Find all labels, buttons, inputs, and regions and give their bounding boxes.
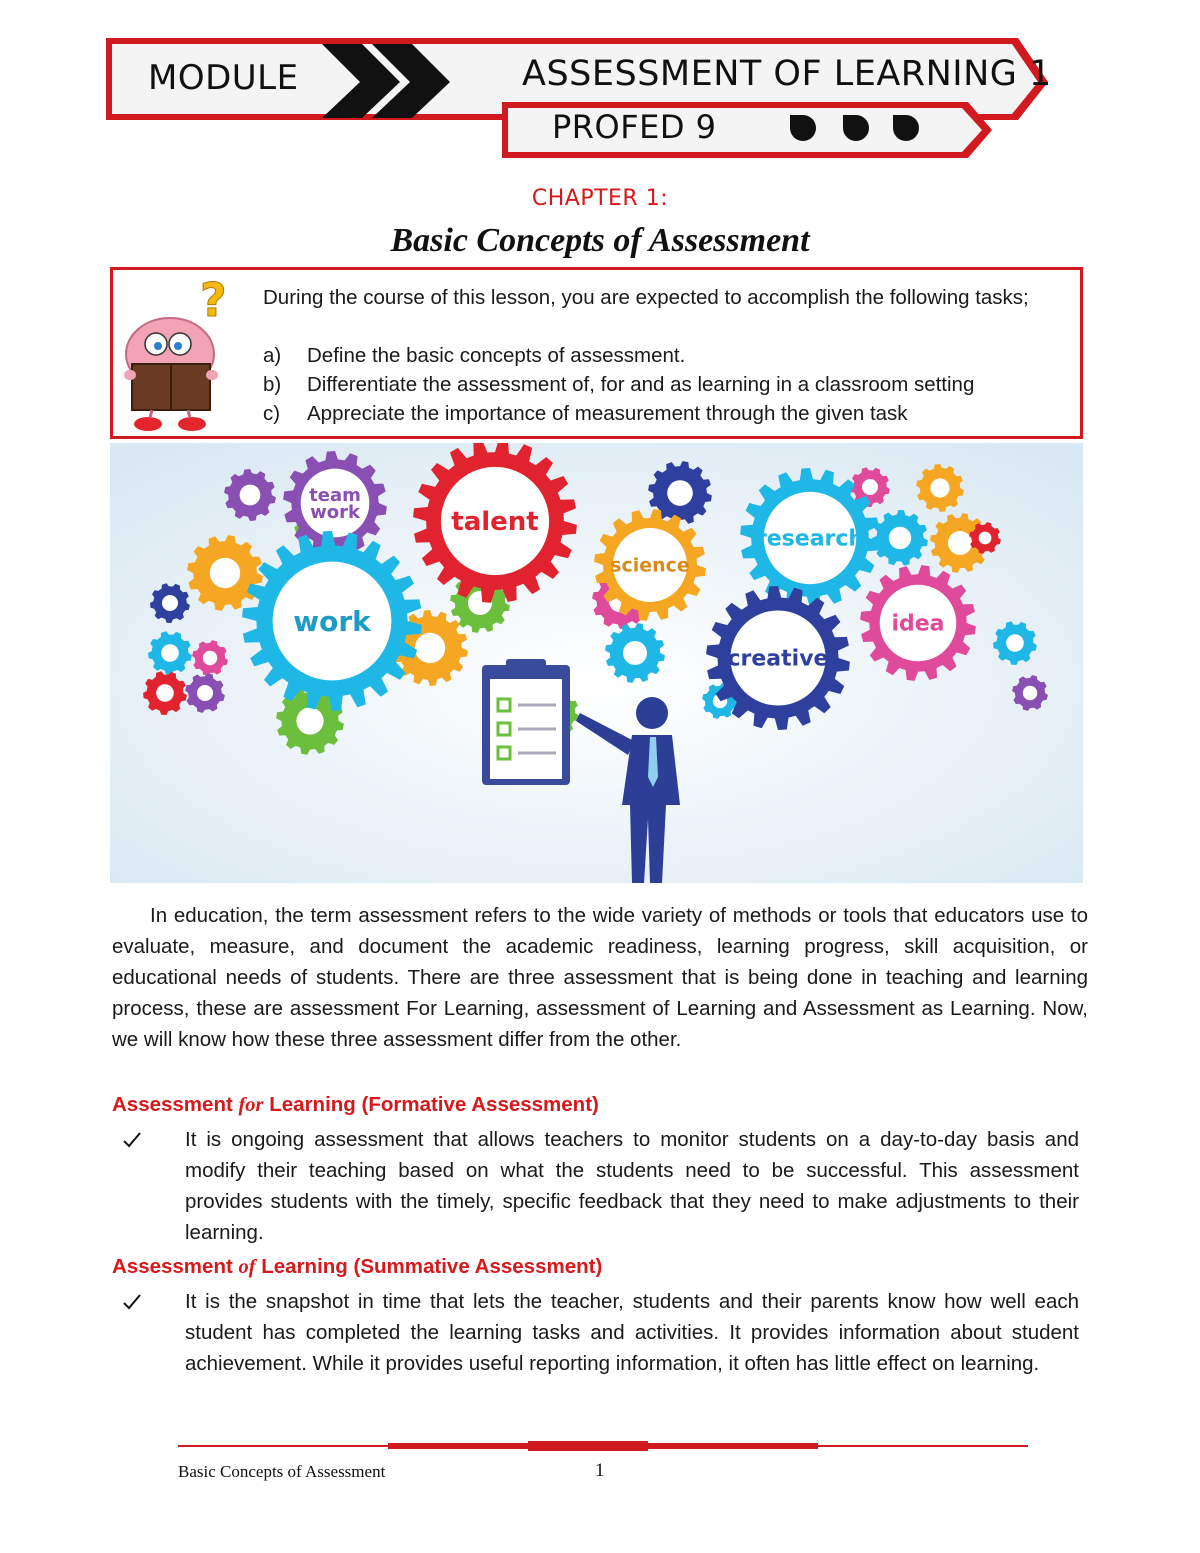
objective-letter: a)	[263, 344, 282, 367]
gears-illustration	[110, 443, 1083, 883]
heading-post: Learning (Formative Assessment)	[263, 1093, 599, 1116]
checkmark-icon	[117, 1292, 147, 1312]
gear-word: research	[755, 526, 865, 552]
objective-text: Differentiate the assessment of, for and as learning in a classroom setting	[307, 373, 975, 396]
gear-word: creative	[727, 646, 829, 672]
objective-item	[263, 341, 685, 370]
footer-title: Basic Concepts of Assessment	[178, 1462, 386, 1481]
chapter-title: Basic Concepts of Assessment	[390, 222, 810, 259]
gear-word: idea	[891, 611, 945, 637]
gear-word: science	[610, 554, 690, 577]
gear-decoration	[605, 623, 665, 683]
objective-item	[263, 370, 974, 399]
objective-text: Define the basic concepts of assessment.	[307, 344, 686, 367]
heading-emphasis: for	[238, 1094, 264, 1116]
section-heading-for-learning	[112, 1093, 599, 1117]
page-number: 1	[595, 1460, 605, 1481]
heading-pre: Assessment	[112, 1255, 239, 1278]
chapter-label: CHAPTER 1:	[531, 186, 669, 211]
clipboard-icon	[482, 659, 570, 785]
heading-post: Learning (Summative Assessment)	[255, 1255, 603, 1278]
pie-icons	[790, 115, 919, 141]
gear-decoration	[187, 535, 263, 611]
bullet-text: It is ongoing assessment that allows teachers to monitor students on a day-to-day basis and modify their teaching based on what the students need to be successful. This assessment provides students with the timely, specific feedback that they need to make adjustments to their learning.	[185, 1128, 1079, 1244]
bullet-text: It is the snapshot in time that lets the teacher, students and their parents know how well each student has completed the learning tasks and activities. It provides information about student achievement. While it provides useful reporting information, it often has little effect on learning.	[185, 1290, 1079, 1375]
heading-pre: Assessment	[112, 1093, 239, 1116]
intro-paragraph: In education, the term assessment refers to the wide variety of methods or tools that educators use to evaluate, measure, and document the academic readiness, learning progress, skill acquisition, or educational needs of students. There are three assessment that is being done in teaching and learning process, these are assessment For Learning, assessment of Learning and Assessment as Learning. Now, we will know how these three assessment differ from the other.	[112, 904, 1088, 1051]
section-heading-of-learning	[112, 1255, 602, 1279]
bullet-for-learning	[117, 1124, 1079, 1248]
footer-rule	[178, 1440, 1028, 1452]
heading-emphasis: of	[238, 1256, 256, 1278]
gear-word: work	[293, 604, 371, 638]
objective-text: Appreciate the importance of measurement through the given task	[307, 402, 908, 425]
brain-reading-icon	[118, 272, 248, 436]
gear-word: talent	[451, 507, 539, 538]
objective-item	[263, 399, 908, 428]
checkmark-icon	[117, 1130, 147, 1150]
objectives-intro: During the course of this lesson, you are expected to accomplish the following tasks;	[263, 286, 1029, 309]
gear-word: team	[309, 484, 361, 506]
course-code: PROFED 9	[552, 108, 717, 146]
svg-text:?: ?	[200, 273, 227, 327]
course-title: ASSESSMENT OF LEARNING 1	[522, 54, 1052, 94]
objective-letter: c)	[263, 402, 281, 425]
objective-letter: b)	[263, 373, 282, 396]
bullet-of-learning	[117, 1286, 1079, 1379]
gear-word: work	[310, 501, 360, 523]
module-label: MODULE	[148, 58, 299, 98]
